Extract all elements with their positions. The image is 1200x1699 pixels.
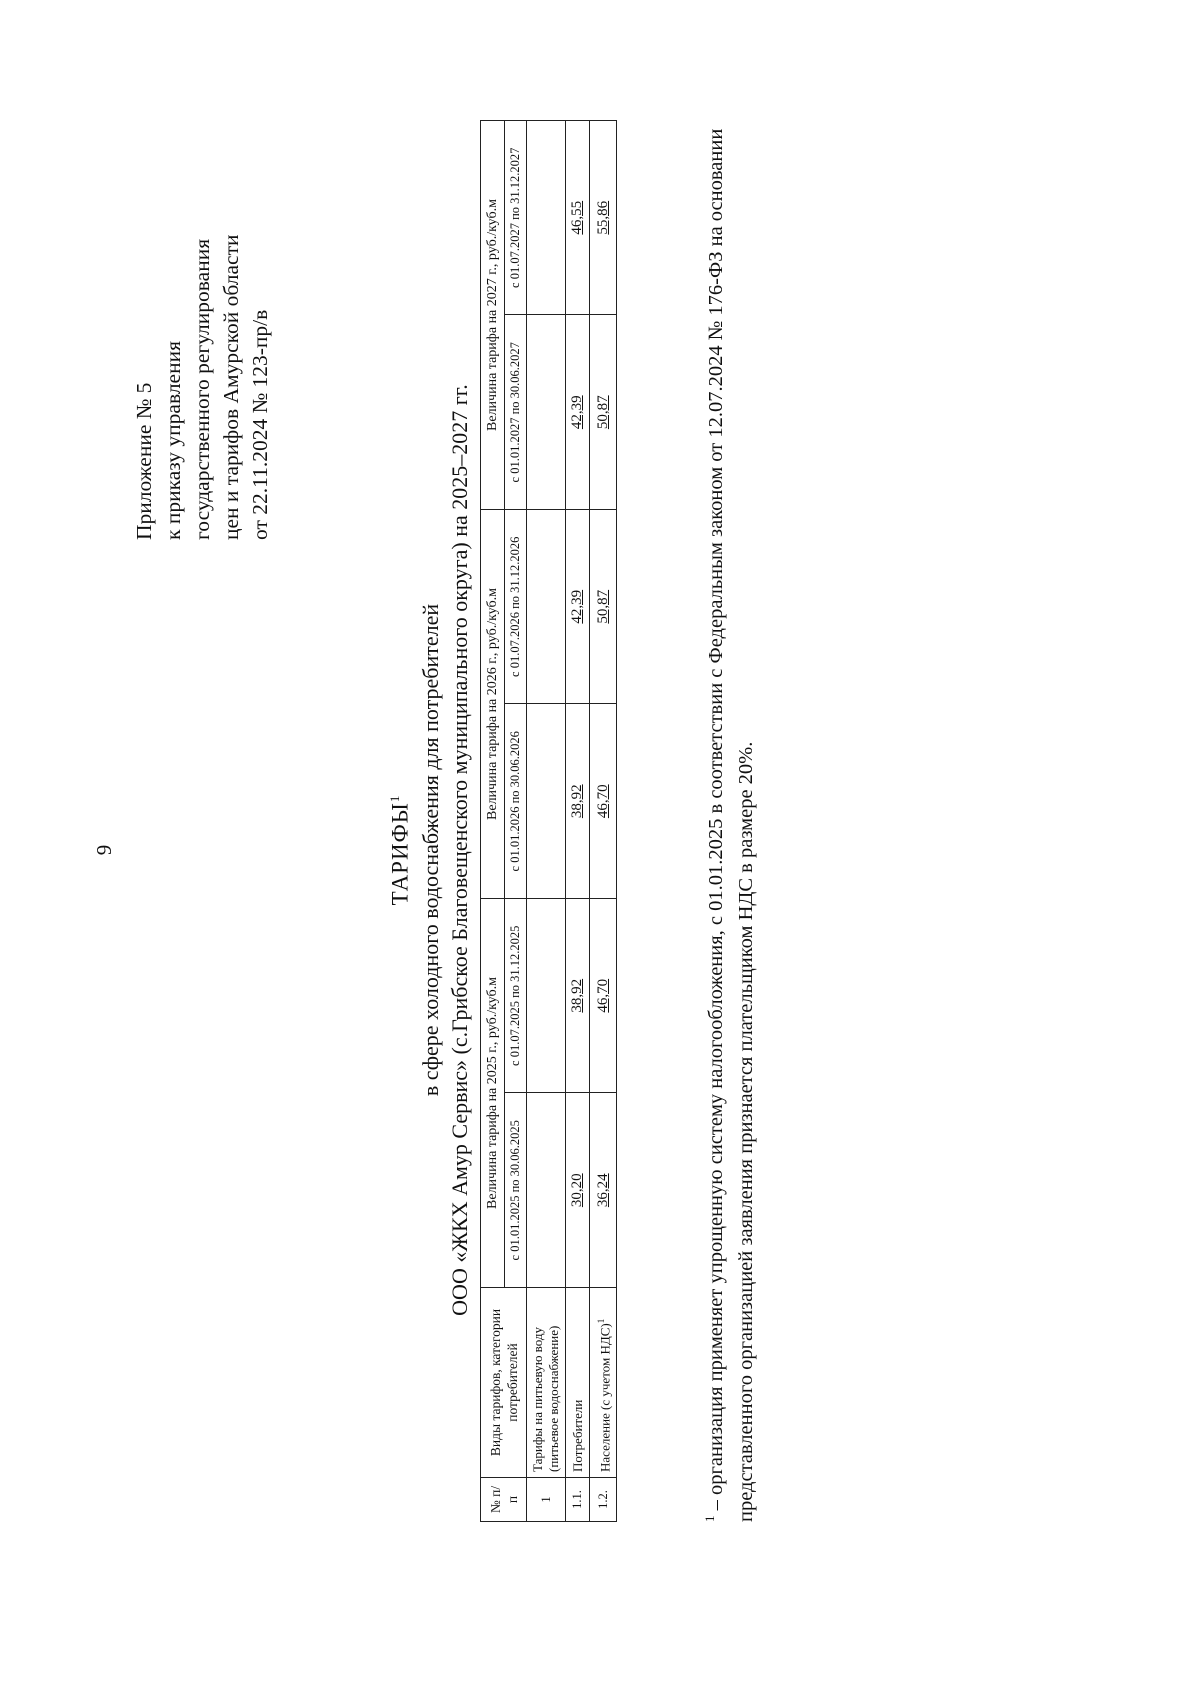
tariff-value: [527, 121, 566, 316]
tariff-value: 46,55: [566, 121, 590, 316]
appendix-line: Приложение № 5: [132, 382, 156, 540]
document-subtitle: в сфере холодного водоснабжения для потребителей: [417, 603, 443, 1097]
header-period: с 01.07.2026 по 31.12.2026: [505, 510, 527, 705]
table-row: [566, 121, 590, 1522]
appendix-reference: [130, 120, 275, 540]
header-period: с 01.01.2025 по 30.06.2025: [505, 1093, 527, 1288]
row-number: 1.2.: [590, 1478, 617, 1522]
tariff-value: 55,86: [590, 121, 617, 316]
tariff-value: [527, 510, 566, 705]
footnote-mark: 1: [702, 1515, 717, 1522]
tariff-value: 42,39: [566, 510, 590, 705]
title-text: ТАРИФЫ: [387, 802, 413, 906]
page-number: 9: [92, 844, 116, 856]
header-year-2025: Величина тарифа на 2025 г., руб./куб.м: [481, 899, 505, 1288]
header-year-2027: Величина тарифа на 2027 г., руб./куб.м: [481, 121, 505, 510]
tariff-value: 46,70: [590, 704, 617, 899]
document-heading: [380, 80, 474, 1620]
header-period: с 01.07.2025 по 31.12.2025: [505, 899, 527, 1094]
header-period: с 01.01.2027 по 30.06.2027: [505, 315, 527, 510]
title-footnote-mark: 1: [387, 794, 402, 803]
tariff-value: 38,92: [566, 899, 590, 1094]
row-number: 1: [527, 1478, 566, 1522]
appendix-line: от 22.11.2024 № 123-пр/в: [248, 309, 272, 540]
row-number: 1.1.: [566, 1478, 590, 1522]
tariff-value: 46,70: [590, 899, 617, 1094]
header-year-2026: Величина тарифа на 2026 г., руб./куб.м: [481, 510, 505, 899]
table-row: [590, 121, 617, 1522]
tariff-value: [527, 315, 566, 510]
document-page: [80, 80, 1140, 1620]
tariff-value: 42,39: [566, 315, 590, 510]
header-period: с 01.07.2027 по 31.12.2027: [505, 121, 527, 316]
header-period: с 01.01.2026 по 30.06.2026: [505, 704, 527, 899]
footnote-text: – организация применяет упрощенную систему налогообложения, с 01.01.2025 в соответствии с Федеральным законом от 12.07.2024 № 176-ФЗ на основании представленного организацией заявления признается плательщиком НДС в размере 20%.: [704, 128, 757, 1522]
table-row: [527, 121, 566, 1522]
appendix-line: цен и тарифов Амурской области: [219, 234, 243, 540]
row-footnote-mark: 1: [596, 1318, 606, 1324]
tariff-value: 36,24: [590, 1093, 617, 1288]
row-label: Тарифы на питьевую воду (питьевое водоснабжение): [527, 1288, 566, 1478]
row-label-cell: [590, 1288, 617, 1478]
appendix-line: государственного регулирования: [190, 238, 214, 540]
header-number: № п/п: [481, 1478, 527, 1522]
header-tariff-kind: Виды тарифов, категории потребителей: [481, 1288, 527, 1478]
tariff-value: 50,87: [590, 315, 617, 510]
tariff-value: [527, 704, 566, 899]
organization-line: ООО «ЖКХ Амур Сервис» (с.Грибское Благовещенского муниципального округа) на 2025–2027 гг.: [446, 384, 472, 1316]
tariff-value: [527, 1093, 566, 1288]
row-label: Потребители: [566, 1288, 590, 1478]
tariff-value: 38,92: [566, 704, 590, 899]
appendix-line: к приказу управления: [161, 340, 185, 540]
tariff-value: 30,20: [566, 1093, 590, 1288]
tariff-value: 50,87: [590, 510, 617, 705]
document-title: [380, 80, 416, 1620]
row-label: Население (с учетом НДС): [597, 1323, 613, 1472]
tariff-table: [480, 120, 617, 1522]
tariff-value: [527, 899, 566, 1094]
footnote: [695, 102, 761, 1522]
